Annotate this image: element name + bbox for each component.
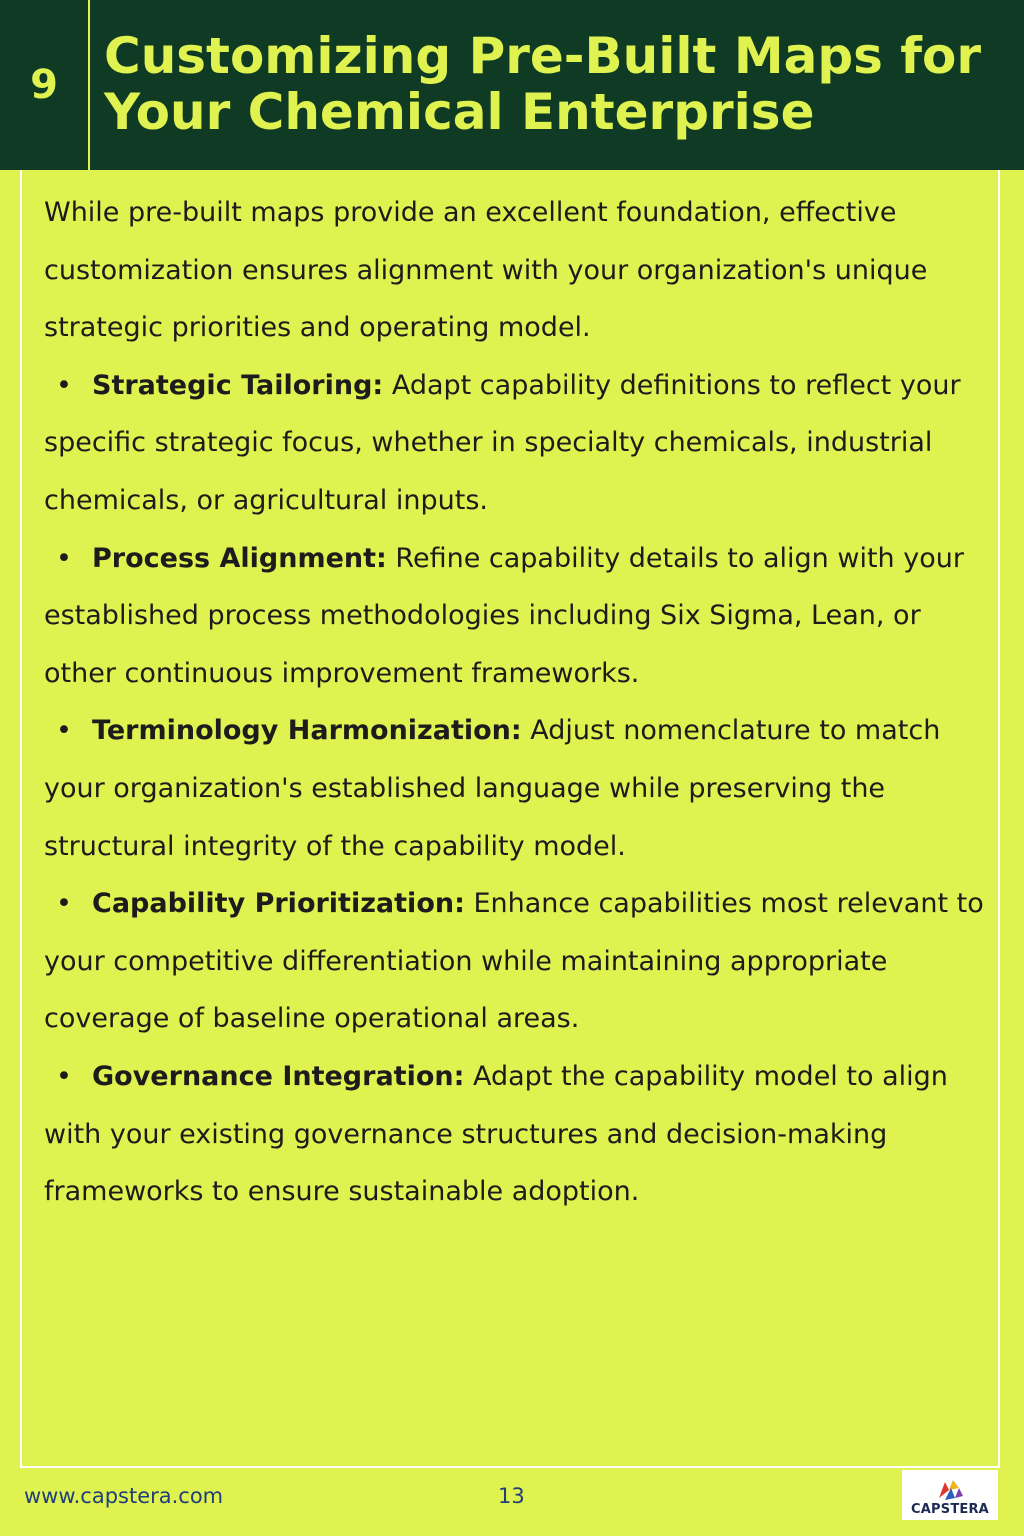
bullet-text: Adjust nomenclature to match your organization's established language while preserving the structural integrity of the capability model. bbox=[44, 715, 941, 862]
bullet-text: Adapt the capability model to align with your existing governance structures and decision-making frameworks to ensure sustainable adoption. bbox=[44, 1060, 948, 1208]
footer-website-link[interactable]: www.capstera.com bbox=[24, 1484, 224, 1508]
intro-paragraph: While pre-built maps provide an excellent foundation, effective customization ensures alignment with your organization's unique strategic priorities and operating model. bbox=[44, 197, 928, 344]
header-divider bbox=[88, 0, 90, 170]
capstera-logo bbox=[902, 1470, 998, 1520]
page-number: 13 bbox=[498, 1484, 525, 1508]
bullet-item-capability-prioritization bbox=[44, 875, 994, 1048]
bullet-item-terminology-harmonization bbox=[44, 702, 994, 875]
bullet-item-governance-integration bbox=[44, 1048, 994, 1221]
page-content bbox=[44, 184, 994, 1221]
bullet-term: Strategic Tailoring: bbox=[92, 369, 384, 401]
page-title-line-2: Your Chemical Enterprise bbox=[104, 83, 815, 141]
capstera-logo-icon bbox=[935, 1476, 965, 1502]
bullet-item-strategic-tailoring bbox=[44, 357, 994, 530]
section-header bbox=[0, 0, 1024, 170]
bullet-text: Enhance capabilities most relevant to your competitive differentiation while maintaining appropriate coverage of baseline operational areas. bbox=[44, 888, 984, 1035]
bullet-term: Capability Prioritization: bbox=[92, 888, 465, 920]
bullet-icon: • bbox=[56, 542, 72, 574]
bullet-icon: • bbox=[56, 1060, 72, 1092]
bullet-icon: • bbox=[56, 715, 72, 747]
bullet-term: Governance Integration: bbox=[92, 1060, 465, 1092]
bullet-list bbox=[44, 357, 994, 1221]
capstera-logo-text: CAPSTERA bbox=[911, 1502, 989, 1517]
bullet-item-process-alignment bbox=[44, 530, 994, 703]
bullet-term: Process Alignment: bbox=[92, 542, 387, 574]
page-title bbox=[104, 28, 1004, 140]
bullet-text: Adapt capability definitions to reflect your specific strategic focus, whether in specialty chemicals, industrial chemicals, or agricultural inputs. bbox=[44, 369, 961, 516]
bullet-icon: • bbox=[56, 369, 72, 401]
bullet-term: Terminology Harmonization: bbox=[92, 715, 522, 747]
bullet-icon: • bbox=[56, 888, 72, 920]
page-title-line-1: Customizing Pre-Built Maps for bbox=[104, 27, 982, 85]
bullet-text: Refine capability details to align with your established process methodologies including Six Sigma, Lean, or other continuous improvement frameworks. bbox=[44, 542, 964, 689]
section-number: 9 bbox=[30, 62, 58, 108]
